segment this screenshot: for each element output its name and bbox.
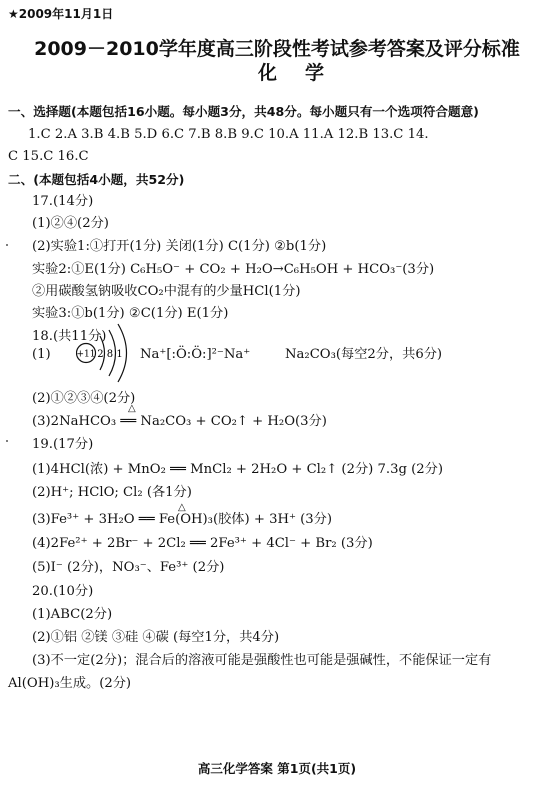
subject-title: 化学	[257, 62, 352, 84]
q17-line1: (1)②④(2分)	[32, 216, 109, 231]
q20-line2: (2)①铝 ②镁 ③硅 ④碳 (每空1分，共4分)	[32, 630, 280, 645]
q18-line3: (3)2NaHCO₃ ══ Na₂CO₃ + CO₂↑ + H₂O(3分)	[32, 414, 327, 429]
q19-line5: (5)I⁻ (2分)，NO₃⁻、Fe³⁺ (2分)	[32, 560, 225, 575]
scan-speck	[6, 244, 8, 246]
q20-line1: (1)ABC(2分)	[32, 607, 113, 622]
q19-line3: (3)Fe³⁺ + 3H₂O ══ Fe(OH)₃(胶体) + 3H⁺ (3分)	[32, 512, 332, 527]
q17-line4: ②用碳酸氢钠吸收CO₂中混有的少量HCl(1分)	[32, 284, 301, 299]
exam-date: ★2009年11月1日	[8, 7, 114, 21]
page-footer: 高三化学答案 第1页(共1页)	[197, 761, 357, 776]
q18-line2: (2)①②③④(2分)	[32, 391, 136, 406]
section2-heading: 二、(本题包括4小题，共52分)	[8, 172, 185, 187]
q20-title: 20.(10分)	[32, 584, 94, 599]
heat-symbol-q19: △	[178, 502, 186, 513]
section1-answers-line1: 1.C 2.A 3.B 4.B 5.D 6.C 7.B 8.B 9.C 10.A 11.A 12.B 13.C 14.	[28, 127, 429, 142]
q17-line2: (2)实验1:①打开(1分) 关闭(1分) C(1分) ②b(1分)	[32, 239, 327, 254]
q17-line3: 实验2:①E(1分) C₆H₅O⁻ + CO₂ + H₂O→C₆H₅OH + HCO₃⁻(3分)	[32, 262, 435, 277]
q17-line5: 实验3:①b(1分) ②C(1分) E(1分)	[32, 306, 229, 321]
q19-title: 19.(17分)	[32, 437, 94, 452]
nucleus-charge: +11	[76, 349, 96, 360]
q20-line4: Al(OH)₃生成。(2分)	[8, 676, 132, 691]
scan-speck	[6, 440, 8, 442]
q18-title: 18.(共11分)	[32, 329, 107, 344]
q18-line1-answer: Na₂CO₃(每空2分，共6分)	[285, 347, 443, 362]
electron-shell-counts: 2 8 1	[97, 349, 123, 360]
q17-title: 17.(14分)	[32, 194, 94, 209]
q19-line1: (1)4HCl(浓) + MnO₂ ══ MnCl₂ + 2H₂O + Cl₂↑ (2分) 7.3g (2分)	[32, 462, 443, 477]
q18-sodium-peroxide-formula: Na⁺[:Ö:Ö:]²⁻Na⁺	[140, 347, 251, 362]
q20-line3: (3)不一定(2分)；混合后的溶液可能是强酸性也可能是强碱性，不能保证一定有	[32, 653, 492, 668]
q19-line2: (2)H⁺; HClO; Cl₂ (各1分)	[32, 485, 192, 500]
section1-heading: 一、选择题(本题包括16小题。每小题3分，共48分。每小题只有一个选项符合题意)	[8, 104, 479, 119]
q18-line1-prefix: (1)	[32, 347, 51, 362]
page-title: 2009－2010学年度高三阶段性考试参考答案及评分标准	[34, 38, 520, 60]
heat-symbol-q18: △	[128, 403, 136, 414]
q19-line4: (4)2Fe²⁺ + 2Br⁻ + 2Cl₂ ══ 2Fe³⁺ + 4Cl⁻ + Br₂ (3分)	[32, 536, 373, 551]
section1-answers-line2: C 15.C 16.C	[8, 149, 89, 164]
